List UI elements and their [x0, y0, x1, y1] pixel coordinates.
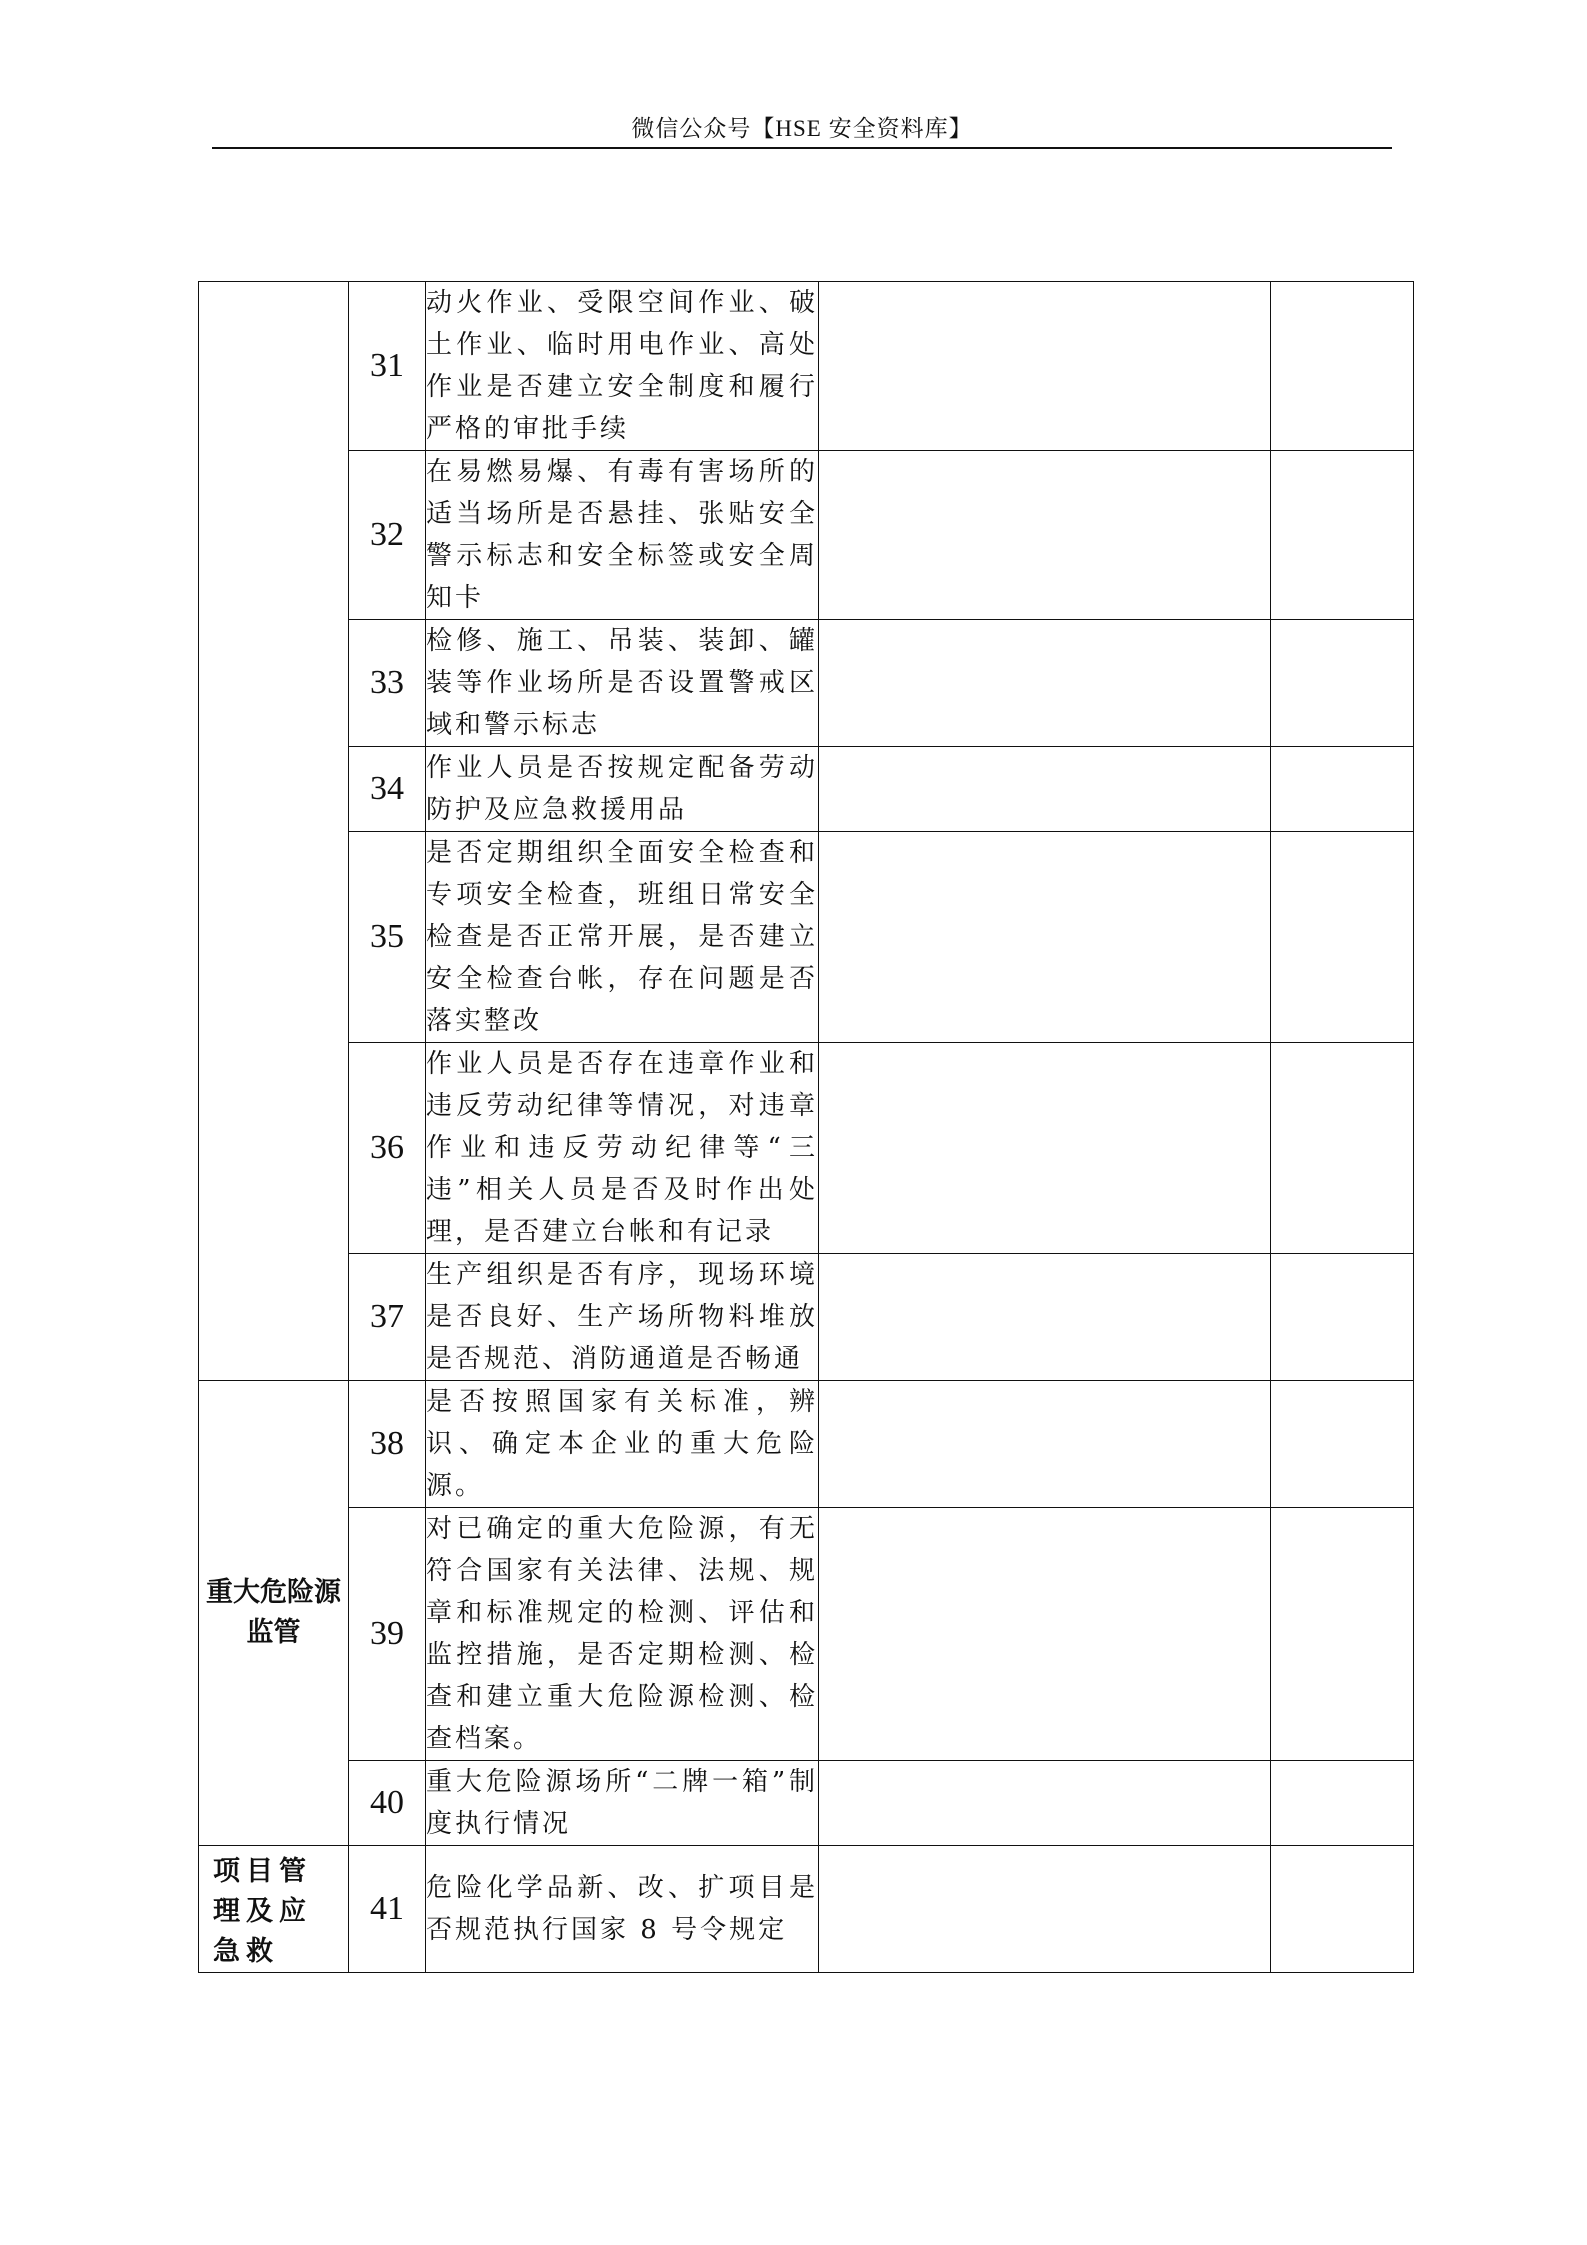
item-description: 危险化学品新、改、扩项目是否规范执行国家 8 号令规定 — [426, 1846, 819, 1973]
check-result-cell — [819, 1846, 1271, 1973]
item-description: 在易燃易爆、有毒有害场所的适当场所是否悬挂、张贴安全警示标志和安全标签或安全周知卡 — [426, 451, 819, 620]
table-row — [199, 282, 1414, 451]
table-row — [199, 1254, 1414, 1381]
check-result-cell — [819, 1761, 1271, 1846]
item-description: 是否定期组织全面安全检查和专项安全检查，班组日常安全检查是否正常开展，是否建立安全检查台帐，存在问题是否落实整改 — [426, 832, 819, 1043]
item-number: 33 — [349, 620, 426, 747]
item-description: 是否按照国家有关标准，辨识、确定本企业的重大危险源。 — [426, 1381, 819, 1508]
page-header: 微信公众号【HSE 安全资料库】 — [631, 116, 973, 141]
item-number: 37 — [349, 1254, 426, 1381]
remark-cell — [1271, 1508, 1414, 1761]
item-description: 作业人员是否存在违章作业和违反劳动纪律等情况，对违章作业和违反劳动纪律等“三违”相关人员是否及时作出处理，是否建立台帐和有记录 — [426, 1043, 819, 1254]
table-row — [199, 747, 1414, 832]
inspection-table — [198, 281, 1414, 1973]
table-row — [199, 451, 1414, 620]
table-row — [199, 1846, 1414, 1973]
remark-cell — [1271, 451, 1414, 620]
item-number: 34 — [349, 747, 426, 832]
remark-cell — [1271, 1381, 1414, 1508]
item-number: 32 — [349, 451, 426, 620]
item-number: 31 — [349, 282, 426, 451]
remark-cell — [1271, 832, 1414, 1043]
item-number: 36 — [349, 1043, 426, 1254]
item-number: 39 — [349, 1508, 426, 1761]
category-major-hazard: 重大危险源监管 — [199, 1381, 349, 1846]
check-result-cell — [819, 451, 1271, 620]
table-row — [199, 1761, 1414, 1846]
category-project-management: 项目管理及应急救 — [199, 1846, 349, 1973]
item-description: 重大危险源场所“二牌一箱”制度执行情况 — [426, 1761, 819, 1846]
table-row — [199, 1043, 1414, 1254]
item-description: 对已确定的重大危险源，有无符合国家有关法律、法规、规章和标准规定的检测、评估和监控措施，是否定期检测、检查和建立重大危险源检测、检查档案。 — [426, 1508, 819, 1761]
item-number: 40 — [349, 1761, 426, 1846]
remark-cell — [1271, 747, 1414, 832]
check-result-cell — [819, 1254, 1271, 1381]
item-description: 动火作业、受限空间作业、破土作业、临时用电作业、高处作业是否建立安全制度和履行严格的审批手续 — [426, 282, 819, 451]
check-result-cell — [819, 1043, 1271, 1254]
item-number: 35 — [349, 832, 426, 1043]
item-number: 41 — [349, 1846, 426, 1973]
check-result-cell — [819, 747, 1271, 832]
check-result-cell — [819, 832, 1271, 1043]
check-result-cell — [819, 1381, 1271, 1508]
item-description: 检修、施工、吊装、装卸、罐装等作业场所是否设置警戒区域和警示标志 — [426, 620, 819, 747]
table-row — [199, 1381, 1414, 1508]
check-result-cell — [819, 620, 1271, 747]
remark-cell — [1271, 1846, 1414, 1973]
item-number: 38 — [349, 1381, 426, 1508]
item-description: 生产组织是否有序，现场环境是否良好、生产场所物料堆放是否规范、消防通道是否畅通 — [426, 1254, 819, 1381]
check-result-cell — [819, 1508, 1271, 1761]
header-rule — [212, 147, 1392, 149]
remark-cell — [1271, 1043, 1414, 1254]
table-row — [199, 620, 1414, 747]
table-row — [199, 1508, 1414, 1761]
check-result-cell — [819, 282, 1271, 451]
remark-cell — [1271, 620, 1414, 747]
remark-cell — [1271, 1761, 1414, 1846]
remark-cell — [1271, 282, 1414, 451]
category-cell-continued — [199, 282, 349, 1381]
remark-cell — [1271, 1254, 1414, 1381]
item-description: 作业人员是否按规定配备劳动防护及应急救援用品 — [426, 747, 819, 832]
table-row — [199, 832, 1414, 1043]
